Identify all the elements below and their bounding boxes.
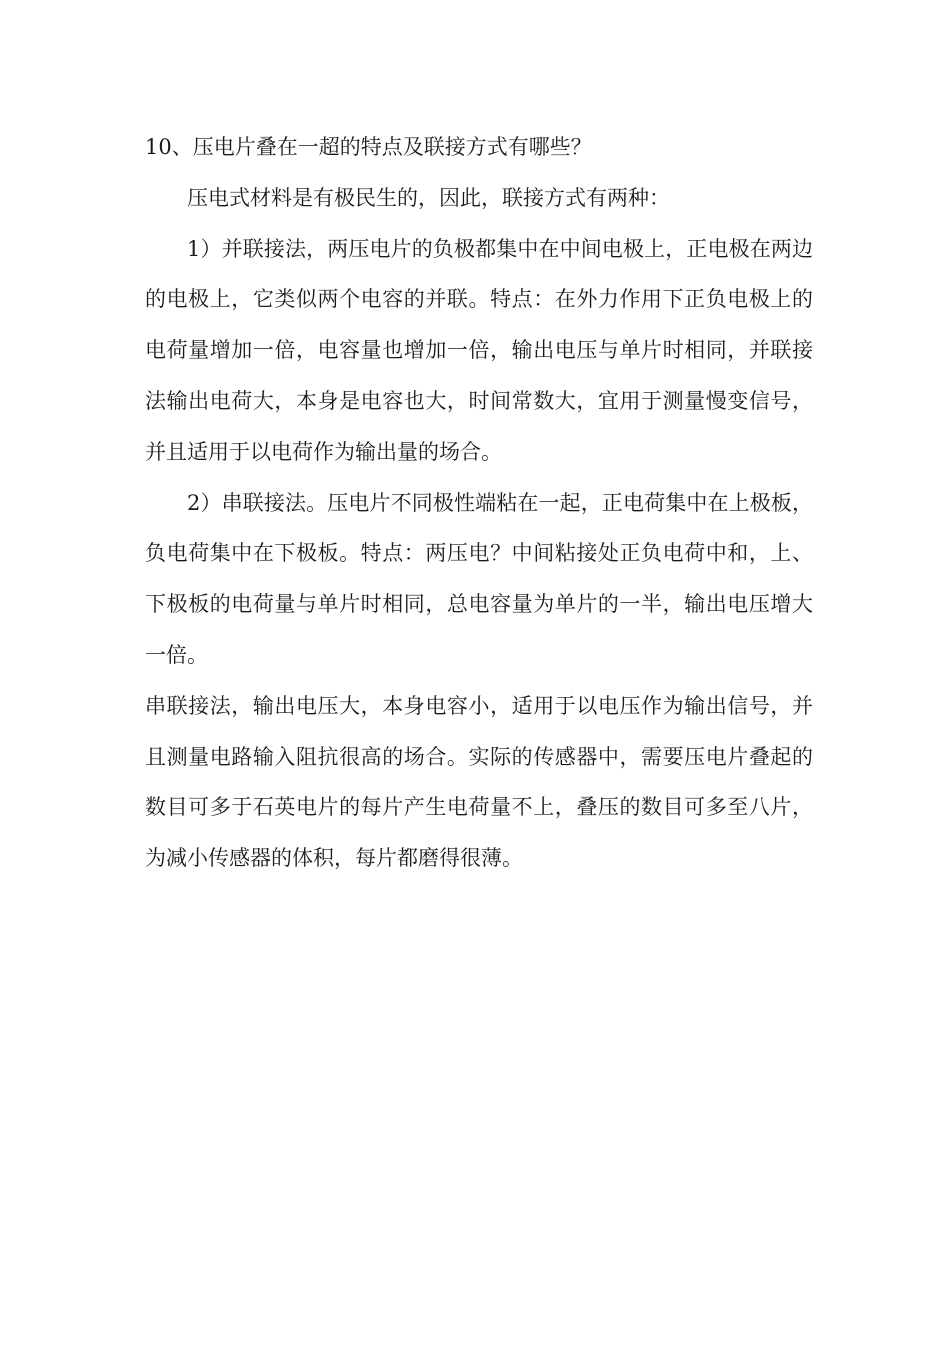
series-connection-paragraph: 2）串联接法。压电片不同极性端粘在一起，正电荷集中在上极板，负电荷集中在下极板。特点：两压电？中间粘接处正负电荷中和，上、下极板的电荷量与单片时相同，总电容量为单片的一半，输出电压增大一倍。 xyxy=(145,490,813,667)
question-heading: 10、压电片叠在一超的特点及联接方式有哪些？ xyxy=(145,135,592,159)
series-usage-paragraph: 串联接法，输出电压大，本身电容小，适用于以电压作为输出信号，并且测量电路输入阻抗很高的场合。实际的传感器中，需要压电片叠起的数目可多于石英电片的每片产生电荷量不上，叠压的数目可多至八片，为减小传感器的体积，每片都磨得很薄。 xyxy=(145,693,813,871)
intro-paragraph: 压电式材料是有极民生的，因此，联接方式有两种： xyxy=(187,185,670,210)
document-body xyxy=(145,122,813,884)
parallel-connection-paragraph: 1）并联接法，两压电片的负极都集中在中间电极上，正电极在两边的电极上，它类似两个电容的并联。特点：在外力作用下正负电极上的电荷量增加一倍，电容量也增加一倍，输出电压与单片时相同，并联接法输出电荷大，本身是电容也大，时间常数大，宜用于测量慢变信号，并且适用于以电荷作为输出量的场合。 xyxy=(145,236,813,464)
